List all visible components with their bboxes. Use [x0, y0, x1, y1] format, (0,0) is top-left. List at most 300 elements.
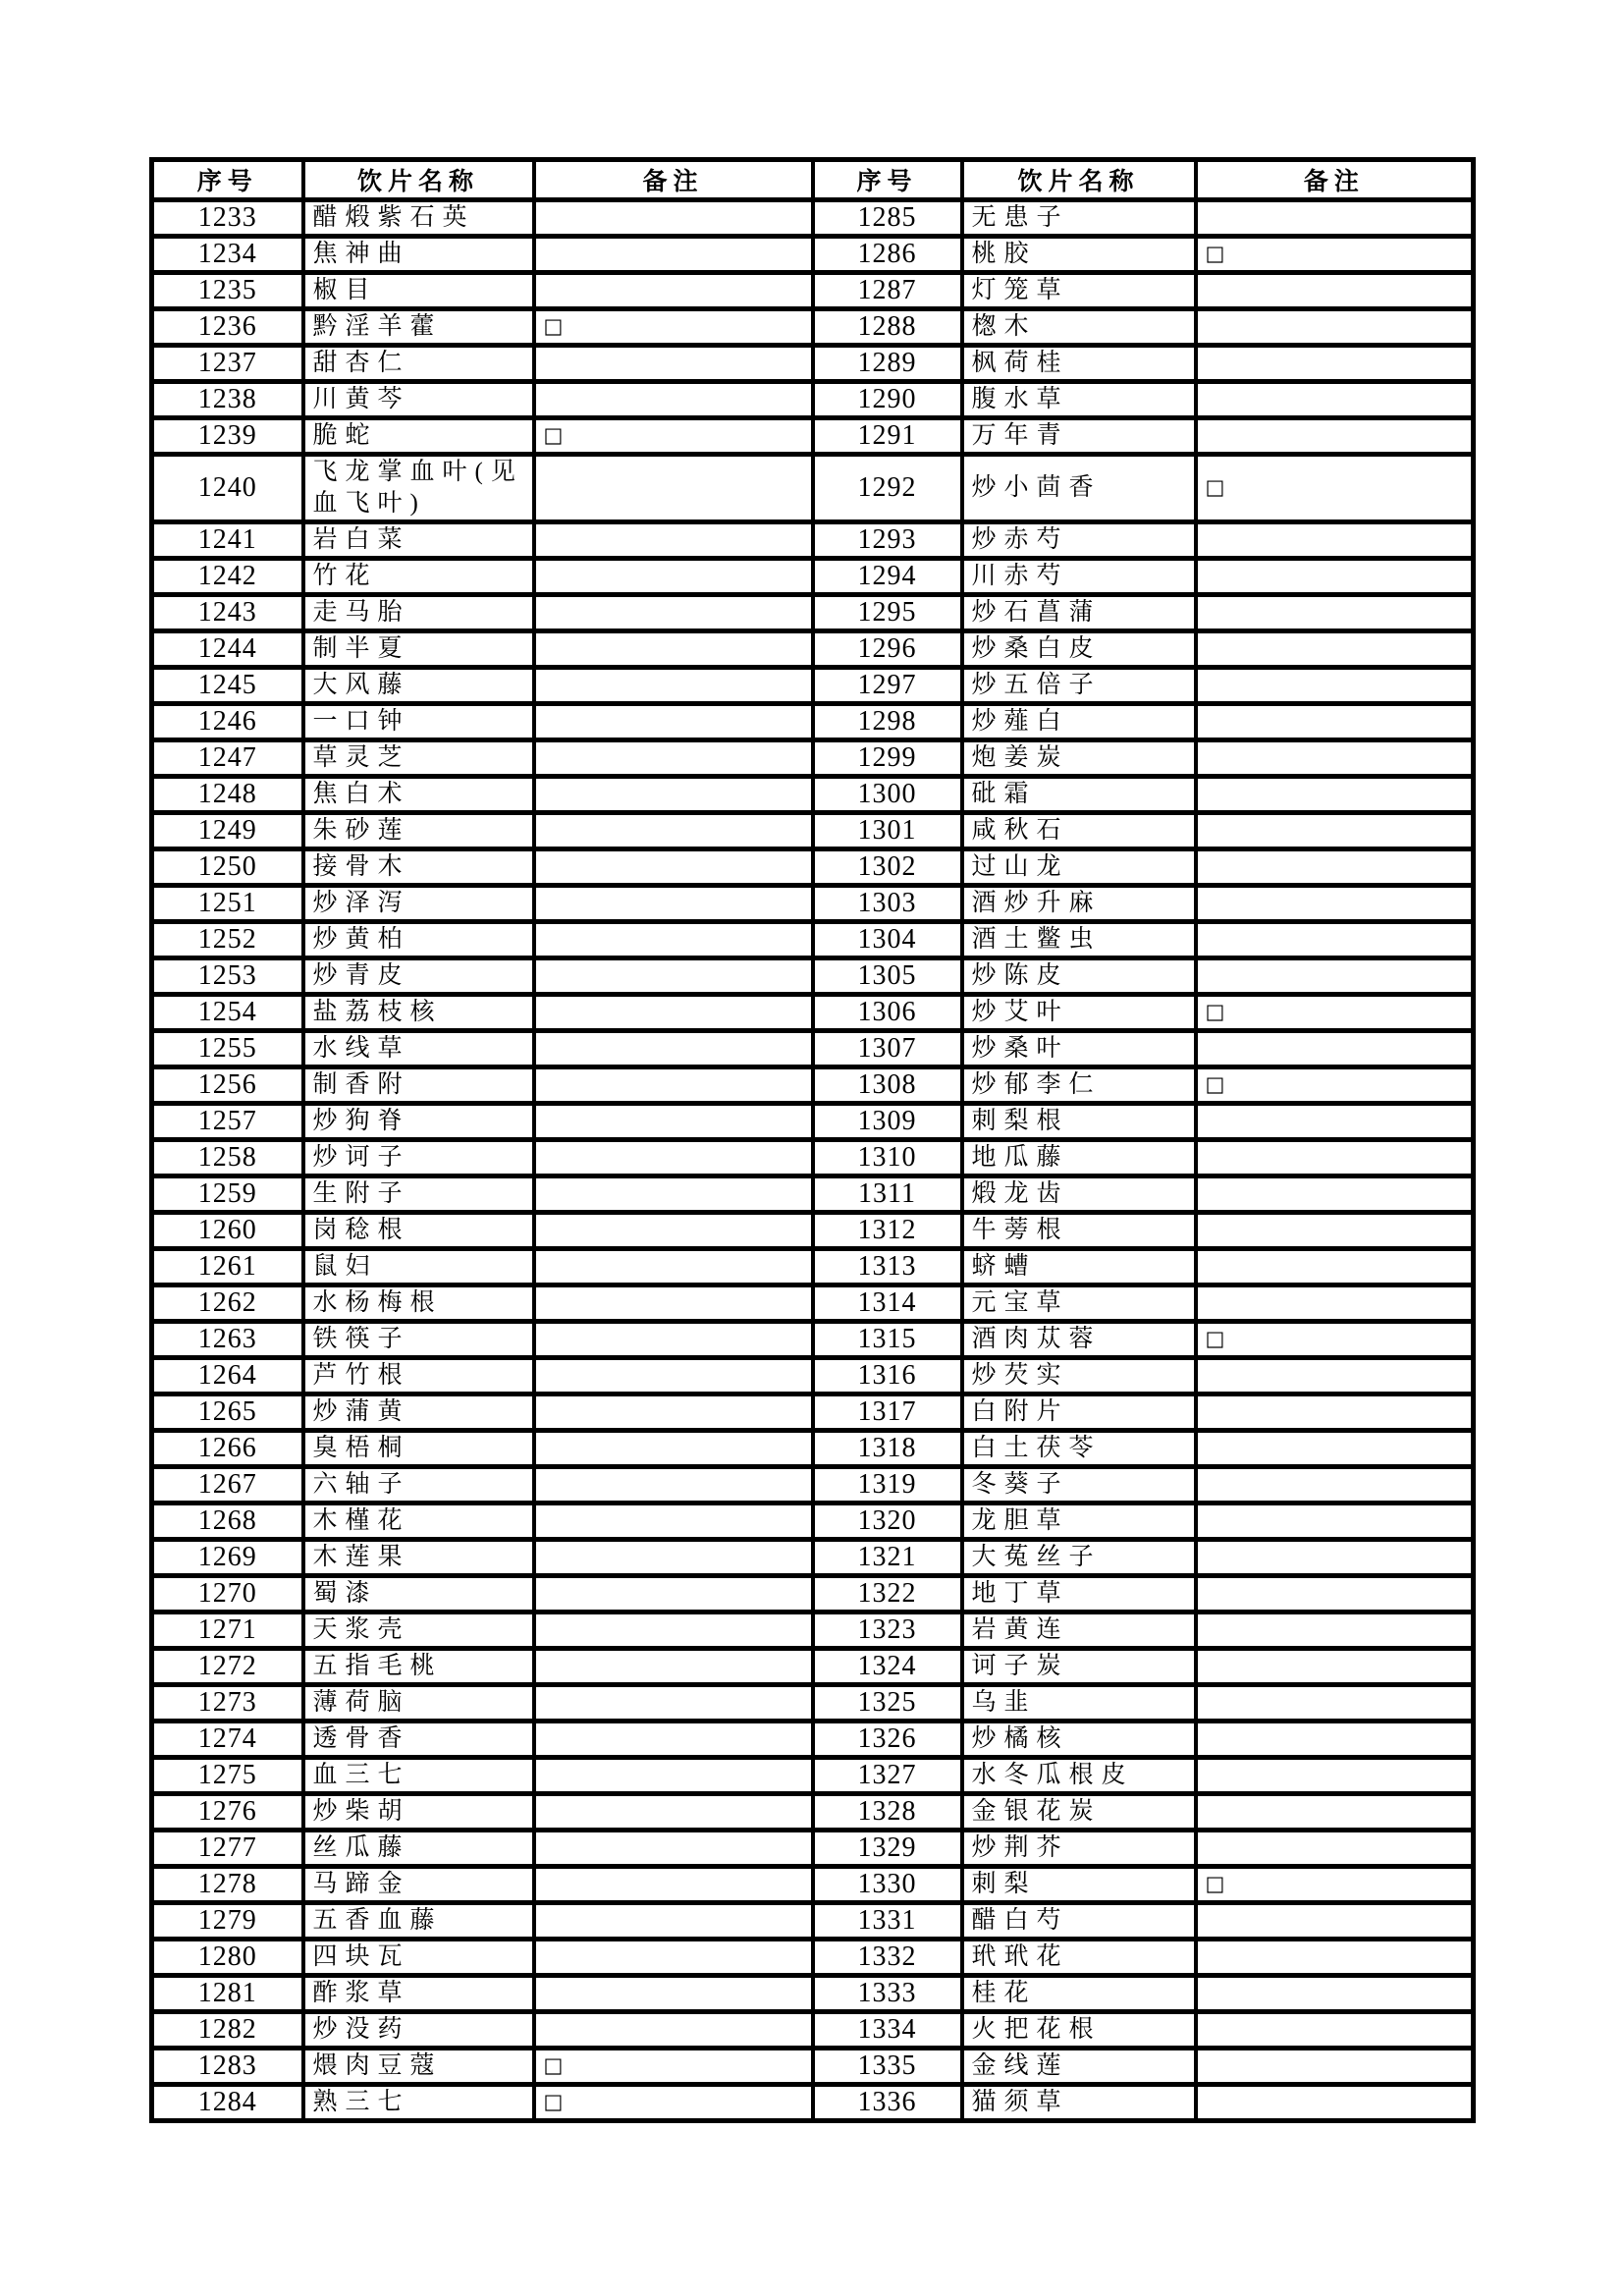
piece-name-cell: 煅龙齿 — [962, 1176, 1196, 1213]
remark-cell — [534, 1031, 813, 1067]
piece-name-cell: 走马胎 — [303, 595, 534, 631]
remark-cell — [534, 704, 813, 740]
piece-name-cell: 地瓜藤 — [962, 1140, 1196, 1176]
piece-name-cell: 生附子 — [303, 1176, 534, 1213]
remark-cell — [534, 1576, 813, 1613]
piece-name-cell: 炒艾叶 — [962, 995, 1196, 1031]
remark-cell — [534, 309, 813, 346]
piece-name-cell: 水冬瓜根皮 — [962, 1758, 1196, 1794]
piece-name-cell: 炒芡实 — [962, 1358, 1196, 1394]
empty-checkbox-icon: □ — [543, 423, 564, 447]
remark-cell — [1196, 1322, 1474, 1358]
table-row — [152, 522, 1474, 559]
piece-name-cell: 玳玳花 — [962, 1940, 1196, 1976]
serial-number-cell: 1259 — [152, 1176, 303, 1213]
piece-name-cell: 炒橘核 — [962, 1722, 1196, 1758]
remark-cell — [534, 1067, 813, 1104]
remark-cell — [534, 273, 813, 309]
serial-number-cell: 1292 — [813, 455, 962, 522]
table-row — [152, 1067, 1474, 1104]
remark-cell — [534, 631, 813, 668]
remark-cell — [1196, 813, 1474, 849]
remark-cell — [534, 455, 813, 522]
serial-number-cell: 1275 — [152, 1758, 303, 1794]
serial-number-cell: 1317 — [813, 1394, 962, 1431]
table-row — [152, 2085, 1474, 2121]
remark-cell — [1196, 559, 1474, 595]
remark-cell — [1196, 273, 1474, 309]
remark-cell — [534, 1831, 813, 1867]
table-row — [152, 958, 1474, 995]
table-row — [152, 1394, 1474, 1431]
piece-name-cell: 诃子炭 — [962, 1649, 1196, 1685]
piece-name-cell: 猫须草 — [962, 2085, 1196, 2121]
piece-name-cell: 炒赤芍 — [962, 522, 1196, 559]
piece-name-cell: 鼠妇 — [303, 1249, 534, 1285]
remark-cell — [534, 559, 813, 595]
piece-name-cell: 白土茯苓 — [962, 1431, 1196, 1467]
col-header-remark-left: 备注 — [534, 160, 813, 200]
table-row — [152, 1867, 1474, 1903]
serial-number-cell: 1334 — [813, 2012, 962, 2049]
piece-name-cell: 五指毛桃 — [303, 1649, 534, 1685]
serial-number-cell: 1285 — [813, 200, 962, 237]
table-row — [152, 595, 1474, 631]
serial-number-cell: 1238 — [152, 382, 303, 418]
serial-number-cell: 1301 — [813, 813, 962, 849]
piece-name-cell: 岩黄连 — [962, 1613, 1196, 1649]
table-row — [152, 1431, 1474, 1467]
remark-cell — [534, 886, 813, 922]
piece-name-cell: 牛蒡根 — [962, 1213, 1196, 1249]
serial-number-cell: 1284 — [152, 2085, 303, 2121]
remark-cell — [1196, 958, 1474, 995]
piece-name-cell: 木槿花 — [303, 1503, 534, 1540]
remark-cell — [1196, 455, 1474, 522]
piece-name-cell: 炒没药 — [303, 2012, 534, 2049]
serial-number-cell: 1236 — [152, 309, 303, 346]
serial-number-cell: 1253 — [152, 958, 303, 995]
piece-name-cell: 木莲果 — [303, 1540, 534, 1576]
table-row — [152, 2012, 1474, 2049]
serial-number-cell: 1243 — [152, 595, 303, 631]
serial-number-cell: 1298 — [813, 704, 962, 740]
piece-name-cell: 炒青皮 — [303, 958, 534, 995]
remark-cell — [1196, 777, 1474, 813]
serial-number-cell: 1310 — [813, 1140, 962, 1176]
serial-number-cell: 1296 — [813, 631, 962, 668]
table-row — [152, 1685, 1474, 1722]
remark-cell — [1196, 1067, 1474, 1104]
table-row — [152, 1467, 1474, 1503]
piece-name-cell: 酒炒升麻 — [962, 886, 1196, 922]
remark-cell — [534, 1794, 813, 1831]
serial-number-cell: 1242 — [152, 559, 303, 595]
piece-name-cell: 炒郁李仁 — [962, 1067, 1196, 1104]
piece-name-cell: 炒桑白皮 — [962, 631, 1196, 668]
piece-name-cell: 脆蛇 — [303, 418, 534, 455]
remark-cell — [534, 1976, 813, 2012]
piece-name-cell: 焦白术 — [303, 777, 534, 813]
serial-number-cell: 1254 — [152, 995, 303, 1031]
piece-name-cell: 接骨木 — [303, 849, 534, 886]
remark-cell — [534, 2085, 813, 2121]
serial-number-cell: 1287 — [813, 273, 962, 309]
serial-number-cell: 1289 — [813, 346, 962, 382]
remark-cell — [1196, 1722, 1474, 1758]
remark-cell — [534, 1394, 813, 1431]
serial-number-cell: 1263 — [152, 1322, 303, 1358]
serial-number-cell: 1250 — [152, 849, 303, 886]
remark-cell — [1196, 704, 1474, 740]
remark-cell — [1196, 2049, 1474, 2085]
piece-name-cell: 炒蒲黄 — [303, 1394, 534, 1431]
table-row — [152, 1503, 1474, 1540]
remark-cell — [1196, 1358, 1474, 1394]
table-row — [152, 455, 1474, 522]
serial-number-cell: 1271 — [152, 1613, 303, 1649]
remark-cell — [1196, 1031, 1474, 1067]
piece-name-cell: 川黄芩 — [303, 382, 534, 418]
serial-number-cell: 1329 — [813, 1831, 962, 1867]
piece-name-cell: 炒柴胡 — [303, 1794, 534, 1831]
piece-name-cell: 朱砂莲 — [303, 813, 534, 849]
piece-name-cell: 白附片 — [962, 1394, 1196, 1431]
remark-cell — [534, 346, 813, 382]
serial-number-cell: 1326 — [813, 1722, 962, 1758]
table-row — [152, 1794, 1474, 1831]
serial-number-cell: 1234 — [152, 237, 303, 273]
piece-name-cell: 元宝草 — [962, 1285, 1196, 1322]
serial-number-cell: 1233 — [152, 200, 303, 237]
table-row — [152, 382, 1474, 418]
table-row — [152, 1358, 1474, 1394]
remark-cell — [534, 2049, 813, 2085]
piece-name-cell: 火把花根 — [962, 2012, 1196, 2049]
piece-name-cell: 枫荷桂 — [962, 346, 1196, 382]
table-row — [152, 1758, 1474, 1794]
remark-cell — [534, 200, 813, 237]
remark-cell — [1196, 346, 1474, 382]
remark-cell — [534, 1649, 813, 1685]
serial-number-cell: 1274 — [152, 1722, 303, 1758]
remark-cell — [1196, 1685, 1474, 1722]
remark-cell — [534, 1322, 813, 1358]
piece-name-cell: 六轴子 — [303, 1467, 534, 1503]
serial-number-cell: 1278 — [152, 1867, 303, 1903]
table-row — [152, 200, 1474, 237]
serial-number-cell: 1269 — [152, 1540, 303, 1576]
table-row — [152, 1831, 1474, 1867]
table-row — [152, 1176, 1474, 1213]
remark-cell — [1196, 237, 1474, 273]
table-row — [152, 1940, 1474, 1976]
serial-number-cell: 1268 — [152, 1503, 303, 1540]
serial-number-cell: 1235 — [152, 273, 303, 309]
table-row — [152, 418, 1474, 455]
serial-number-cell: 1240 — [152, 455, 303, 522]
piece-name-cell: 桃胶 — [962, 237, 1196, 273]
serial-number-cell: 1286 — [813, 237, 962, 273]
piece-name-cell: 炒狗脊 — [303, 1104, 534, 1140]
piece-name-cell: 水线草 — [303, 1031, 534, 1067]
remark-cell — [1196, 1831, 1474, 1867]
table-row — [152, 1322, 1474, 1358]
remark-cell — [1196, 849, 1474, 886]
piece-name-cell: 金银花炭 — [962, 1794, 1196, 1831]
table-row — [152, 273, 1474, 309]
serial-number-cell: 1247 — [152, 740, 303, 777]
piece-name-cell: 马蹄金 — [303, 1867, 534, 1903]
piece-name-cell: 刺梨根 — [962, 1104, 1196, 1140]
remark-cell — [1196, 1576, 1474, 1613]
piece-name-cell: 甜杏仁 — [303, 346, 534, 382]
remark-cell — [534, 1285, 813, 1322]
piece-name-cell: 盐荔枝核 — [303, 995, 534, 1031]
table-row — [152, 1285, 1474, 1322]
piece-name-cell: 醋煅紫石英 — [303, 200, 534, 237]
serial-number-cell: 1322 — [813, 1576, 962, 1613]
remark-cell — [1196, 1940, 1474, 1976]
remark-cell — [1196, 2085, 1474, 2121]
serial-number-cell: 1288 — [813, 309, 962, 346]
col-header-name-right: 饮片名称 — [962, 160, 1196, 200]
serial-number-cell: 1248 — [152, 777, 303, 813]
serial-number-cell: 1270 — [152, 1576, 303, 1613]
remark-cell — [534, 1358, 813, 1394]
serial-number-cell: 1305 — [813, 958, 962, 995]
remark-cell — [1196, 1104, 1474, 1140]
header-row — [152, 160, 1474, 200]
table-row — [152, 559, 1474, 595]
piece-name-cell: 大菟丝子 — [962, 1540, 1196, 1576]
empty-checkbox-icon: □ — [1205, 1872, 1225, 1895]
remark-cell — [1196, 1249, 1474, 1285]
piece-name-cell: 乌韭 — [962, 1685, 1196, 1722]
remark-cell — [1196, 1903, 1474, 1940]
serial-number-cell: 1276 — [152, 1794, 303, 1831]
piece-name-cell: 酒土鳖虫 — [962, 922, 1196, 958]
serial-number-cell: 1313 — [813, 1249, 962, 1285]
serial-number-cell: 1281 — [152, 1976, 303, 2012]
table-row — [152, 922, 1474, 958]
remark-cell — [534, 1213, 813, 1249]
serial-number-cell: 1277 — [152, 1831, 303, 1867]
remark-cell — [1196, 200, 1474, 237]
table-row — [152, 1249, 1474, 1285]
piece-name-cell: 大风藤 — [303, 668, 534, 704]
piece-name-cell: 炒桑叶 — [962, 1031, 1196, 1067]
serial-number-cell: 1336 — [813, 2085, 962, 2121]
serial-number-cell: 1262 — [152, 1285, 303, 1322]
remark-cell — [1196, 1140, 1474, 1176]
serial-number-cell: 1299 — [813, 740, 962, 777]
piece-name-cell: 水杨梅根 — [303, 1285, 534, 1322]
piece-name-cell: 刺梨 — [962, 1867, 1196, 1903]
piece-name-cell: 楤木 — [962, 309, 1196, 346]
serial-number-cell: 1304 — [813, 922, 962, 958]
serial-number-cell: 1316 — [813, 1358, 962, 1394]
piece-name-cell: 川赤芍 — [962, 559, 1196, 595]
serial-number-cell: 1303 — [813, 886, 962, 922]
serial-number-cell: 1282 — [152, 2012, 303, 2049]
remark-cell — [534, 1685, 813, 1722]
remark-cell — [1196, 1467, 1474, 1503]
piece-name-cell: 砒霜 — [962, 777, 1196, 813]
serial-number-cell: 1272 — [152, 1649, 303, 1685]
serial-number-cell: 1249 — [152, 813, 303, 849]
table-row — [152, 1140, 1474, 1176]
piece-name-cell: 蜀漆 — [303, 1576, 534, 1613]
serial-number-cell: 1330 — [813, 1867, 962, 1903]
piece-name-cell: 草灵芝 — [303, 740, 534, 777]
remark-cell — [1196, 995, 1474, 1031]
serial-number-cell: 1302 — [813, 849, 962, 886]
piece-name-cell: 炒泽泻 — [303, 886, 534, 922]
piece-name-cell: 冬葵子 — [962, 1467, 1196, 1503]
table-body — [152, 200, 1474, 2121]
table-row — [152, 237, 1474, 273]
serial-number-cell: 1328 — [813, 1794, 962, 1831]
piece-name-cell: 椒目 — [303, 273, 534, 309]
piece-name-cell: 臭梧桐 — [303, 1431, 534, 1467]
remark-cell — [1196, 1976, 1474, 2012]
remark-cell — [534, 1140, 813, 1176]
empty-checkbox-icon: □ — [543, 314, 564, 338]
serial-number-cell: 1293 — [813, 522, 962, 559]
empty-checkbox-icon: □ — [1205, 242, 1225, 265]
table-row — [152, 2049, 1474, 2085]
piece-name-cell: 炒五倍子 — [962, 668, 1196, 704]
remark-cell — [534, 1503, 813, 1540]
serial-number-cell: 1267 — [152, 1467, 303, 1503]
piece-name-cell: 炒黄柏 — [303, 922, 534, 958]
remark-cell — [1196, 1613, 1474, 1649]
serial-number-cell: 1273 — [152, 1685, 303, 1722]
piece-name-cell: 桂花 — [962, 1976, 1196, 2012]
remark-cell — [534, 1249, 813, 1285]
remark-cell — [1196, 886, 1474, 922]
serial-number-cell: 1312 — [813, 1213, 962, 1249]
remark-cell — [534, 237, 813, 273]
piece-name-cell: 龙胆草 — [962, 1503, 1196, 1540]
col-header-serial-right: 序号 — [813, 160, 962, 200]
serial-number-cell: 1260 — [152, 1213, 303, 1249]
serial-number-cell: 1300 — [813, 777, 962, 813]
piece-name-cell: 地丁草 — [962, 1576, 1196, 1613]
remark-cell — [534, 2012, 813, 2049]
piece-name-cell: 炮姜炭 — [962, 740, 1196, 777]
serial-number-cell: 1246 — [152, 704, 303, 740]
table-row — [152, 813, 1474, 849]
col-header-serial-left: 序号 — [152, 160, 303, 200]
serial-number-cell: 1333 — [813, 1976, 962, 2012]
serial-number-cell: 1256 — [152, 1067, 303, 1104]
piece-name-cell: 飞龙掌血叶(见血飞叶) — [303, 455, 534, 522]
remark-cell — [1196, 1176, 1474, 1213]
serial-number-cell: 1257 — [152, 1104, 303, 1140]
serial-number-cell: 1319 — [813, 1467, 962, 1503]
table-row — [152, 995, 1474, 1031]
piece-name-cell: 炒诃子 — [303, 1140, 534, 1176]
remark-cell — [534, 1104, 813, 1140]
remark-cell — [1196, 631, 1474, 668]
remark-cell — [1196, 668, 1474, 704]
piece-name-cell: 无患子 — [962, 200, 1196, 237]
remark-cell — [534, 922, 813, 958]
serial-number-cell: 1245 — [152, 668, 303, 704]
serial-number-cell: 1290 — [813, 382, 962, 418]
remark-cell — [534, 813, 813, 849]
piece-name-cell: 焦神曲 — [303, 237, 534, 273]
remark-cell — [534, 1903, 813, 1940]
serial-number-cell: 1264 — [152, 1358, 303, 1394]
table-row — [152, 849, 1474, 886]
remark-cell — [1196, 1794, 1474, 1831]
piece-name-cell: 过山龙 — [962, 849, 1196, 886]
table-row — [152, 668, 1474, 704]
piece-name-cell: 醋白芍 — [962, 1903, 1196, 1940]
table-row — [152, 1613, 1474, 1649]
empty-checkbox-icon: □ — [1205, 1327, 1225, 1350]
serial-number-cell: 1307 — [813, 1031, 962, 1067]
serial-number-cell: 1244 — [152, 631, 303, 668]
empty-checkbox-icon: □ — [1205, 1000, 1225, 1023]
remark-cell — [1196, 2012, 1474, 2049]
serial-number-cell: 1295 — [813, 595, 962, 631]
serial-number-cell: 1239 — [152, 418, 303, 455]
remark-cell — [534, 1467, 813, 1503]
remark-cell — [1196, 740, 1474, 777]
serial-number-cell: 1291 — [813, 418, 962, 455]
table-row — [152, 1540, 1474, 1576]
remark-cell — [534, 668, 813, 704]
serial-number-cell: 1306 — [813, 995, 962, 1031]
col-header-name-left: 饮片名称 — [303, 160, 534, 200]
serial-number-cell: 1323 — [813, 1613, 962, 1649]
serial-number-cell: 1327 — [813, 1758, 962, 1794]
piece-name-cell: 制半夏 — [303, 631, 534, 668]
serial-number-cell: 1318 — [813, 1431, 962, 1467]
medicine-pieces-table — [149, 157, 1476, 2123]
piece-name-cell: 岩白菜 — [303, 522, 534, 559]
piece-name-cell: 岗稔根 — [303, 1213, 534, 1249]
piece-name-cell: 金线莲 — [962, 2049, 1196, 2085]
serial-number-cell: 1324 — [813, 1649, 962, 1685]
table-row — [152, 1722, 1474, 1758]
piece-name-cell: 腹水草 — [962, 382, 1196, 418]
remark-cell — [534, 522, 813, 559]
piece-name-cell: 一口钟 — [303, 704, 534, 740]
serial-number-cell: 1241 — [152, 522, 303, 559]
piece-name-cell: 五香血藤 — [303, 1903, 534, 1940]
serial-number-cell: 1321 — [813, 1540, 962, 1576]
remark-cell — [534, 1431, 813, 1467]
remark-cell — [534, 849, 813, 886]
piece-name-cell: 铁筷子 — [303, 1322, 534, 1358]
remark-cell — [534, 1722, 813, 1758]
serial-number-cell: 1335 — [813, 2049, 962, 2085]
table-row — [152, 777, 1474, 813]
piece-name-cell: 熟三七 — [303, 2085, 534, 2121]
remark-cell — [1196, 1431, 1474, 1467]
remark-cell — [1196, 309, 1474, 346]
table-row — [152, 1649, 1474, 1685]
piece-name-cell: 咸秋石 — [962, 813, 1196, 849]
col-header-remark-right: 备注 — [1196, 160, 1474, 200]
piece-name-cell: 黔淫羊藿 — [303, 309, 534, 346]
serial-number-cell: 1266 — [152, 1431, 303, 1467]
